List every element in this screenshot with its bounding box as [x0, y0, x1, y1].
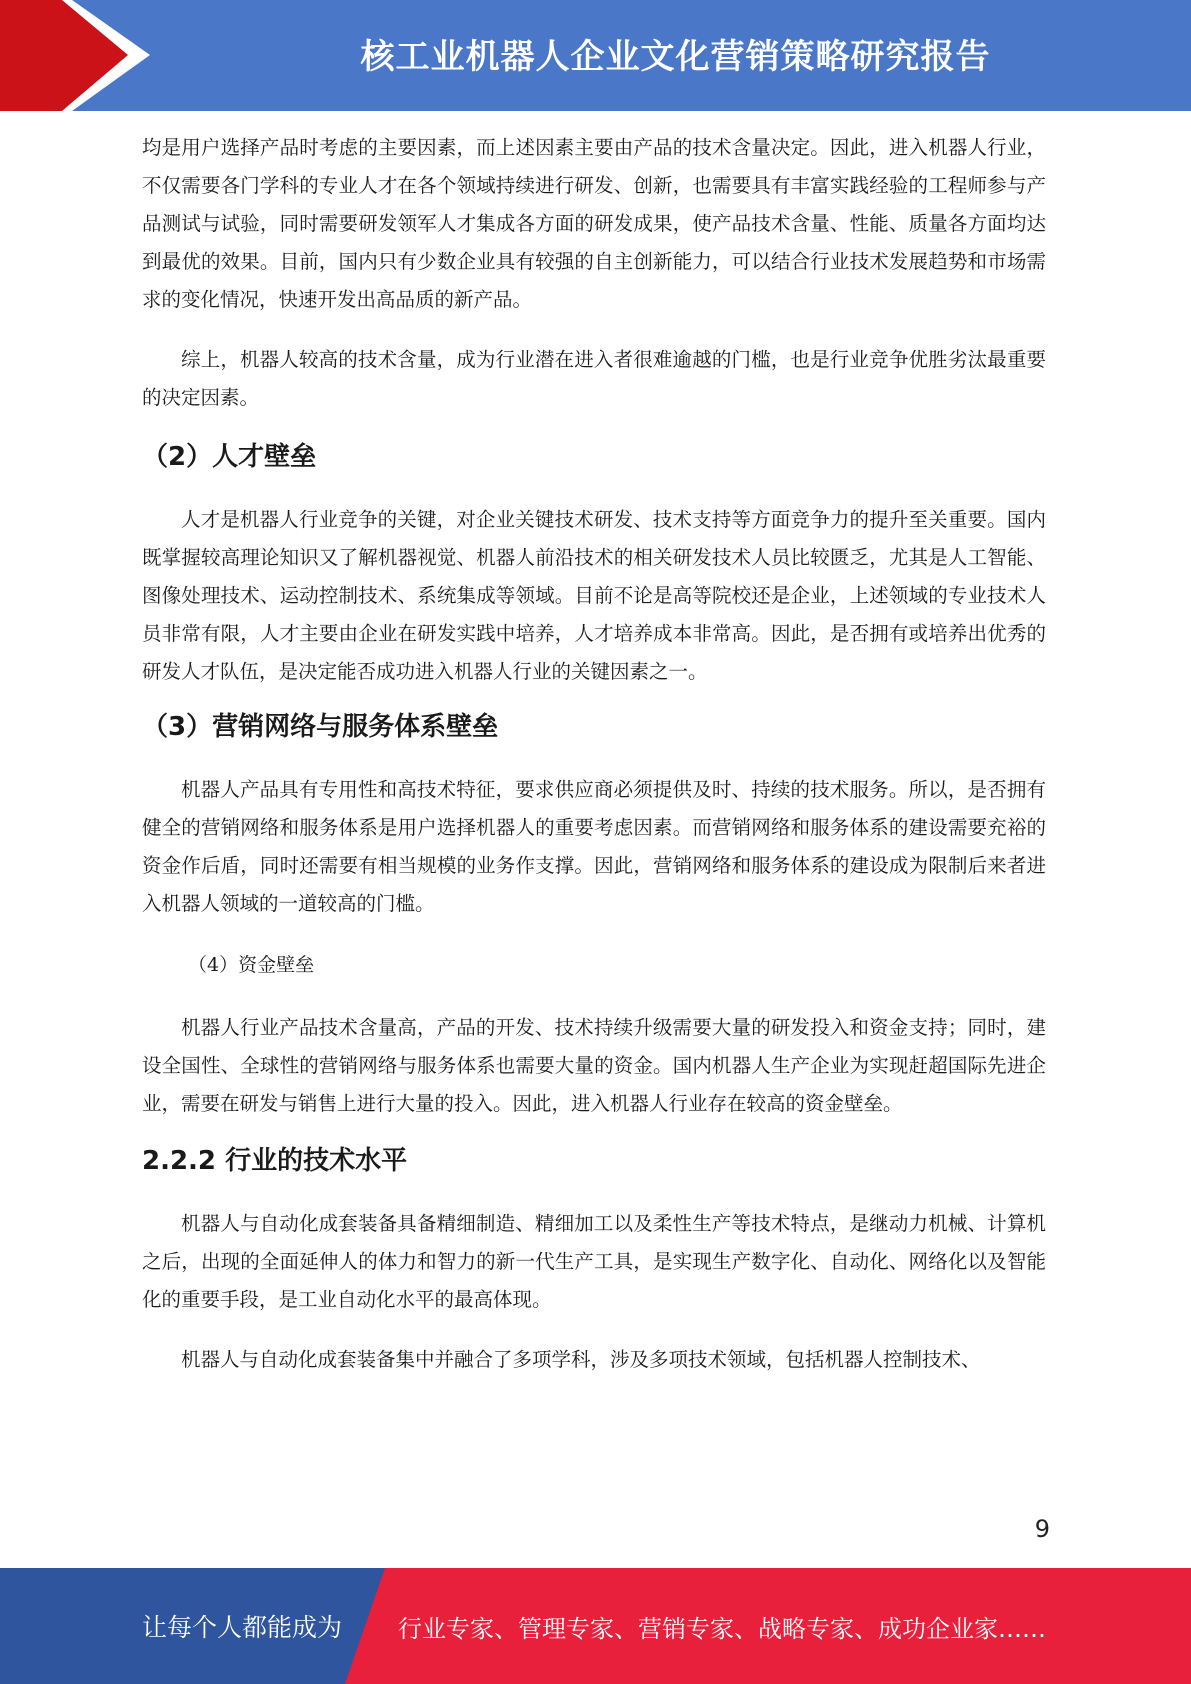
footer-slogan: 让每个人都能成为 [142, 1613, 343, 1642]
document-title: 核工业机器人企业文化营销策略研究报告 [360, 37, 991, 77]
paragraph: 机器人与自动化成套装备具备精细制造、精细加工以及柔性生产等技术特点，是继动力机械、计算机之后，出现的全面延伸人的体力和智力的新一代生产工具，是实现生产数字化、自动化、网络化以及智能化的重要手段，是工业自动化水平的最高体现。 [142, 1212, 1046, 1311]
paragraph: 均是用户选择产品时考虑的主要因素，而上述因素主要由产品的技术含量决定。因此，进入机器人行业，不仅需要各门学科的专业人才在各个领域持续进行研发、创新，也需要具有丰富实践经验的工程师参与产品测试与试验，同时需要研发领军人才集成各方面的研发成果，使产品技术含量、性能、质量各方面均达到最优的效果。目前，国内只有少数企业具有较强的自主创新能力，可以结合行业技术发展趋势和市场需求的变化情况，快速开发出高品质的新产品。 [142, 136, 1046, 311]
page-body [142, 129, 1046, 1379]
page-footer [0, 1568, 1191, 1684]
paragraph: 机器人与自动化成套装备集中并融合了多项学科，涉及多项技术领域，包括机器人控制技术、 [181, 1348, 981, 1371]
section-heading: 2.2.2 行业的技术水平 [142, 1146, 408, 1176]
heading-marketing-barrier: （3）营销网络与服务体系壁垒 [142, 712, 499, 742]
paragraph: 综上，机器人较高的技术含量，成为行业潜在进入者很难逾越的门槛，也是行业竞争优胜劣汰最重要的决定因素。 [142, 348, 1046, 409]
heading-capital-barrier: （4）资金壁垒 [188, 954, 315, 976]
paragraph: 人才是机器人行业竞争的关键，对企业关键技术研发、技术支持等方面竞争力的提升至关重要。国内既掌握较高理论知识又了解机器视觉、机器人前沿技术的相关研发技术人员比较匮乏，尤其是人工智能、图像处理技术、运动控制技术、系统集成等领域。目前不论是高等院校还是企业，上述领域的专业技术人员非常有限，人才主要由企业在研发实践中培养，人才培养成本非常高。因此，是否拥有或培养出优秀的研发人才队伍，是决定能否成功进入机器人行业的关键因素之一。 [142, 508, 1046, 683]
paragraph: 机器人产品具有专用性和高技术特征，要求供应商必须提供及时、持续的技术服务。所以，是否拥有健全的营销网络和服务体系是用户选择机器人的重要考虑因素。而营销网络和服务体系的建设需要充裕的资金作后盾，同时还需要有相当规模的业务作支撑。因此，营销网络和服务体系的建设成为限制后来者进入机器人领域的一道较高的门槛。 [142, 778, 1046, 915]
page-number: 9 [1034, 1515, 1050, 1543]
page-header [0, 0, 1191, 111]
footer-tagline: 行业专家、管理专家、营销专家、战略专家、成功企业家…… [398, 1614, 1046, 1643]
paragraph: 机器人行业产品技术含量高，产品的开发、技术持续升级需要大量的研发投入和资金支持；同时，建设全国性、全球性的营销网络与服务体系也需要大量的资金。国内机器人生产企业为实现赶超国际先进企业，需要在研发与销售上进行大量的投入。因此，进入机器人行业存在较高的资金壁垒。 [142, 1016, 1046, 1115]
heading-talent-barrier: （2）人才壁垒 [142, 442, 317, 472]
